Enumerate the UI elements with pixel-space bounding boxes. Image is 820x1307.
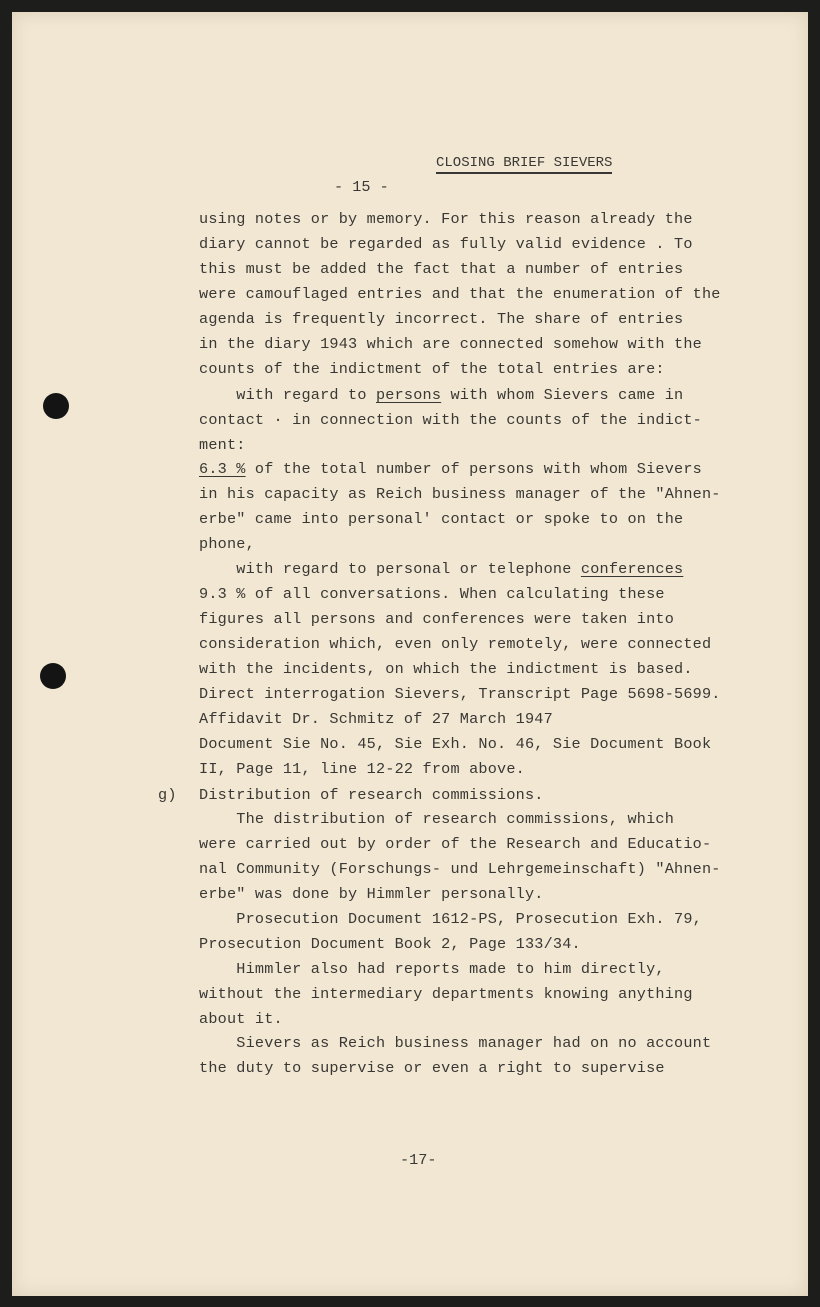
text-line: in the diary 1943 which are connected somehow with the: [199, 335, 702, 353]
text-line: erbe" was done by Himmler personally.: [199, 885, 544, 903]
text-line: figures all persons and conferences were taken into: [199, 610, 675, 628]
text-line: in his capacity as Reich business manager of the "Ahnen-: [199, 485, 721, 503]
text-line: the duty to supervise or even a right to supervise: [199, 1059, 665, 1077]
text-line: diary cannot be regarded as fully valid evidence . To: [199, 235, 693, 253]
text-line: erbe" came into personal' contact or spoke to on the: [199, 510, 684, 528]
text-line: this must be added the fact that a number of entries: [199, 260, 684, 278]
text-line-conferences: with regard to personal or telephone conferences: [199, 560, 684, 578]
document-header: CLOSING BRIEF SIEVERS: [436, 155, 612, 174]
text-line: Prosecution Document Book 2, Page 133/34.: [199, 935, 581, 953]
page-number-top: - 15 -: [334, 178, 389, 196]
text-line: ment:: [199, 436, 246, 454]
document-page: [12, 12, 808, 1296]
text-line: Direct interrogation Sievers, Transcript Page 5698-5699.: [199, 685, 721, 703]
text-line-persons: with regard to persons with whom Sievers came in: [199, 386, 684, 404]
text-line: II, Page 11, line 12-22 from above.: [199, 760, 525, 778]
text-line: were camouflaged entries and that the enumeration of the: [199, 285, 721, 303]
text-line: Himmler also had reports made to him directly,: [199, 960, 665, 978]
underlined-persons: persons: [375, 386, 442, 404]
punch-hole-top: [43, 393, 69, 419]
text-line: contact · in connection with the counts of the indict-: [199, 411, 702, 429]
text-line: 9.3 % of all conversations. When calculating these: [199, 585, 665, 603]
text-line: nal Community (Forschungs- und Lehrgemeinschaft) "Ahnen-: [199, 860, 721, 878]
punch-hole-bottom: [40, 663, 66, 689]
text-line: about it.: [199, 1010, 283, 1028]
text-line: Document Sie No. 45, Sie Exh. No. 46, Sie Document Book: [199, 735, 712, 753]
underlined-conferences: conferences: [580, 560, 684, 578]
section-g-label: g): [158, 786, 177, 804]
text-line: without the intermediary departments knowing anything: [199, 985, 693, 1003]
section-g-heading: Distribution of research commissions.: [199, 786, 544, 804]
text-line: Sievers as Reich business manager had on no account: [199, 1034, 712, 1052]
text-line: using notes or by memory. For this reason already the: [199, 210, 693, 228]
page-number-bottom: -17-: [400, 1151, 437, 1169]
text-line: phone,: [199, 535, 255, 553]
underlined-percent: 6.3 %: [199, 460, 246, 478]
text-line: were carried out by order of the Research and Educatio-: [199, 835, 712, 853]
text-line: with the incidents, on which the indictment is based.: [199, 660, 693, 678]
text-line: Affidavit Dr. Schmitz of 27 March 1947: [199, 710, 553, 728]
text-line: The distribution of research commissions, which: [199, 810, 675, 828]
text-line: counts of the indictment of the total entries are:: [199, 360, 665, 378]
text-line: agenda is frequently incorrect. The share of entries: [199, 310, 684, 328]
text-line: Prosecution Document 1612-PS, Prosecution Exh. 79,: [199, 910, 702, 928]
text-line-percent: 6.3 % of the total number of persons with whom Sievers: [199, 460, 702, 478]
text-line: consideration which, even only remotely, were connected: [199, 635, 712, 653]
